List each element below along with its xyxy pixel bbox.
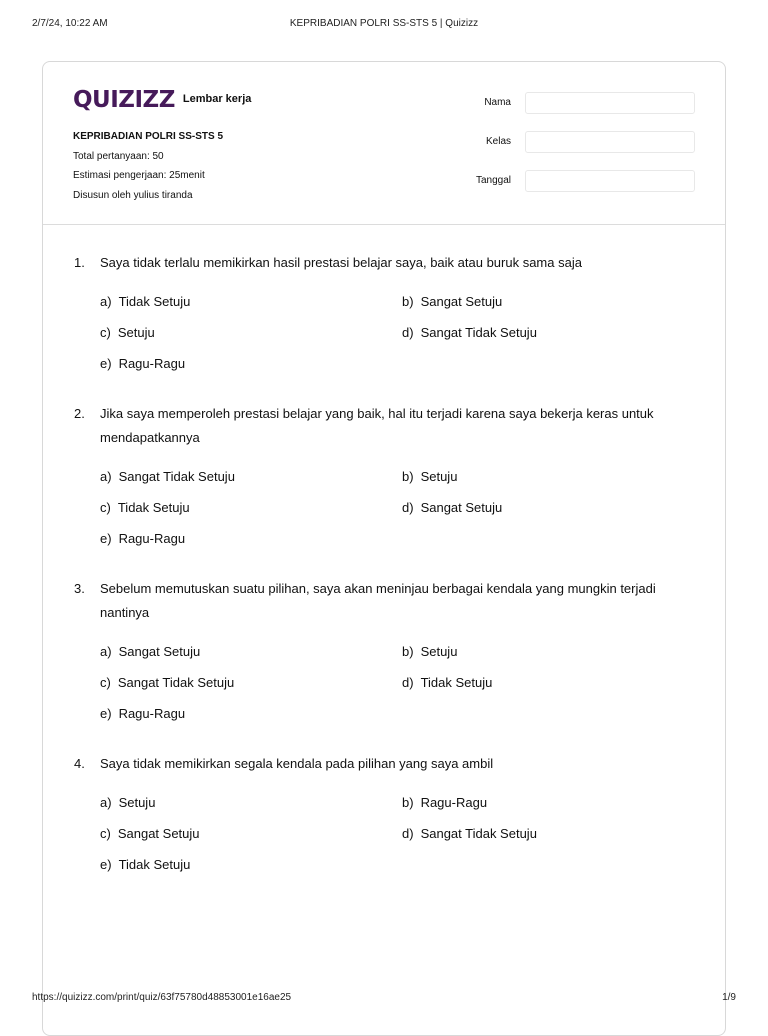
option-c[interactable] — [100, 822, 402, 846]
question-body: Jika saya memperoleh prestasi belajar yang baik, hal itu terjadi karena saya bekerja keras untuk mendapatkannya — [100, 406, 654, 445]
option-e[interactable] — [100, 853, 402, 877]
option-c[interactable] — [100, 671, 402, 695]
option-b[interactable] — [402, 791, 695, 815]
question-number: 3. — [74, 581, 85, 596]
question-body: Saya tidak memikirkan segala kendala pada pilihan yang saya ambil — [100, 756, 494, 771]
question-2 — [73, 402, 695, 551]
option-b[interactable] — [402, 465, 695, 489]
quiz-title: KEPRIBADIAN POLRI SS-STS 5 — [73, 131, 224, 142]
print-header — [32, 18, 736, 32]
answer-options — [73, 290, 695, 376]
date-field[interactable] — [525, 170, 695, 192]
option-letter: a) — [100, 469, 112, 484]
question-number: 1. — [74, 255, 85, 270]
question-text — [73, 402, 695, 450]
option-text: Sangat Setuju — [118, 644, 201, 659]
option-letter: e) — [100, 857, 112, 872]
option-c[interactable] — [100, 496, 402, 520]
print-url[interactable]: https://quizizz.com/print/quiz/63f75780d48853001e16ae25 — [32, 992, 292, 1003]
question-1 — [73, 251, 695, 376]
worksheet-label: Lembar kerja — [182, 93, 252, 105]
option-letter: a) — [100, 644, 112, 659]
question-number: 4. — [74, 756, 85, 771]
option-d[interactable] — [402, 822, 695, 846]
answer-options — [73, 465, 695, 551]
option-text: Ragu-Ragu — [118, 706, 186, 721]
option-text: Ragu-Ragu — [420, 795, 488, 810]
question-text — [73, 752, 695, 776]
option-letter: c) — [100, 826, 111, 841]
option-text: Sangat Setuju — [117, 826, 200, 841]
class-field[interactable] — [525, 131, 695, 153]
option-letter: d) — [402, 675, 414, 690]
option-text: Setuju — [420, 469, 458, 484]
option-d[interactable] — [402, 671, 695, 695]
option-text: Ragu-Ragu — [118, 356, 186, 371]
option-e[interactable] — [100, 527, 402, 551]
option-letter: d) — [402, 500, 414, 515]
quizizz-logo: QUIZIZZ — [73, 87, 175, 113]
option-d[interactable] — [402, 321, 695, 345]
print-footer — [32, 992, 736, 1006]
page-number: 1/9 — [722, 992, 736, 1003]
option-text: Sangat Tidak Setuju — [420, 325, 537, 340]
option-c[interactable] — [100, 321, 402, 345]
option-letter: e) — [100, 531, 112, 546]
print-title: KEPRIBADIAN POLRI SS-STS 5 | Quizizz — [289, 18, 479, 29]
option-a[interactable] — [100, 290, 402, 314]
option-text: Sangat Tidak Setuju — [420, 826, 537, 841]
option-text: Sangat Setuju — [420, 294, 503, 309]
option-a[interactable] — [100, 465, 402, 489]
option-text: Tidak Setuju — [117, 500, 190, 515]
option-letter: c) — [100, 675, 111, 690]
option-letter: d) — [402, 826, 414, 841]
option-letter: b) — [402, 294, 414, 309]
question-text — [73, 577, 695, 625]
option-letter: c) — [100, 325, 111, 340]
class-row — [465, 131, 695, 153]
option-text: Tidak Setuju — [118, 294, 191, 309]
question-body: Sebelum memutuskan suatu pilihan, saya akan meninjau berbagai kendala yang mungkin terjadi nantinya — [100, 581, 656, 620]
question-3 — [73, 577, 695, 726]
option-text: Sangat Tidak Setuju — [117, 675, 235, 690]
option-text: Setuju — [118, 795, 156, 810]
option-letter: c) — [100, 500, 111, 515]
question-4 — [73, 752, 695, 877]
option-letter: e) — [100, 356, 112, 371]
answer-options — [73, 791, 695, 877]
student-info-form — [465, 92, 695, 209]
option-b[interactable] — [402, 290, 695, 314]
answer-options — [73, 640, 695, 726]
option-letter: a) — [100, 294, 112, 309]
option-text: Tidak Setuju — [118, 857, 191, 872]
worksheet — [42, 61, 726, 1036]
question-list — [73, 251, 695, 903]
option-text: Ragu-Ragu — [118, 531, 186, 546]
date-label: Tanggal — [475, 175, 511, 186]
option-text: Setuju — [420, 644, 458, 659]
option-a[interactable] — [100, 791, 402, 815]
option-d[interactable] — [402, 496, 695, 520]
question-text — [73, 251, 695, 275]
option-letter: a) — [100, 795, 112, 810]
option-letter: b) — [402, 644, 414, 659]
date-row — [465, 170, 695, 192]
option-text: Sangat Setuju — [420, 500, 503, 515]
print-date: 2/7/24, 10:22 AM — [32, 18, 108, 29]
class-label: Kelas — [485, 136, 511, 147]
logo-row — [73, 87, 251, 113]
option-letter: b) — [402, 795, 414, 810]
option-e[interactable] — [100, 702, 402, 726]
total-questions: Total pertanyaan: 50 — [73, 150, 164, 162]
quiz-meta — [73, 127, 223, 205]
name-row — [465, 92, 695, 114]
option-b[interactable] — [402, 640, 695, 664]
option-a[interactable] — [100, 640, 402, 664]
author: Disusun oleh yulius tiranda — [73, 189, 193, 201]
name-field[interactable] — [525, 92, 695, 114]
option-letter: e) — [100, 706, 112, 721]
option-letter: b) — [402, 469, 414, 484]
option-e[interactable] — [100, 352, 402, 376]
worksheet-header — [43, 62, 725, 225]
time-estimate: Estimasi pengerjaan: 25menit — [73, 170, 205, 181]
option-text: Setuju — [117, 325, 155, 340]
question-body: Saya tidak terlalu memikirkan hasil prestasi belajar saya, baik atau buruk sama saja — [100, 255, 582, 270]
option-text: Tidak Setuju — [420, 675, 493, 690]
option-text: Sangat Tidak Setuju — [118, 469, 235, 484]
question-number: 2. — [74, 406, 85, 421]
name-label: Nama — [484, 97, 511, 108]
option-letter: d) — [402, 325, 414, 340]
